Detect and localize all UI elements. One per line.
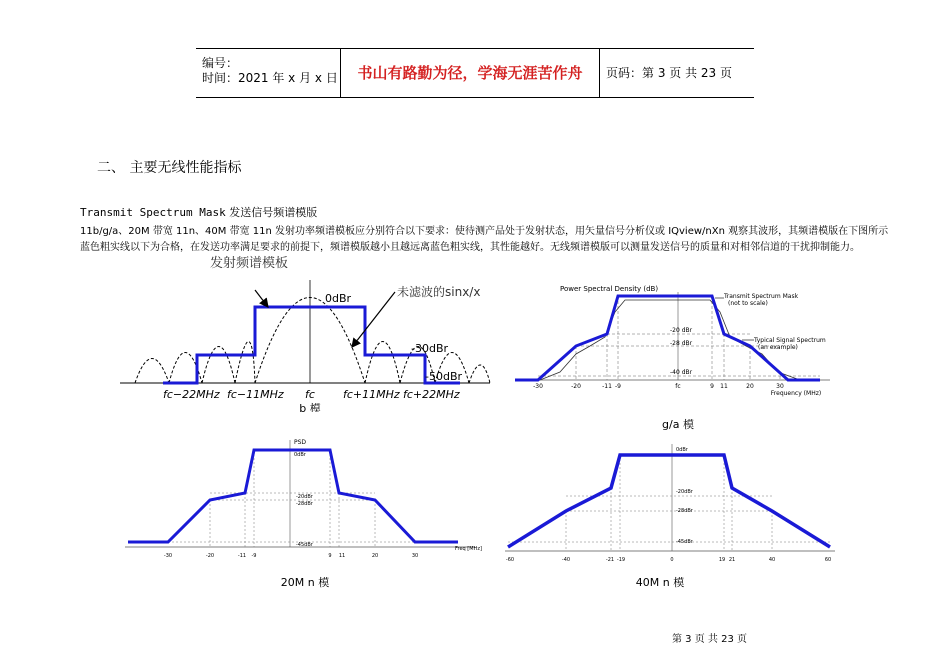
motto: 书山有路勤为径，学海无涯苦作舟 [341,49,600,97]
figure-20m-n-mode [120,436,490,590]
page-info: 页码：第 3 页 共 23 页 [606,66,732,80]
tick-m19: -19 [616,557,626,563]
tick-fc+22: fc+22MHz [403,388,460,401]
level-28: -28dBr [676,508,693,514]
legend-signal-1: Typical Signal Spectrum [754,337,826,344]
tick-p30: 30 [411,553,419,559]
tick-p11: 11 [338,553,346,559]
tick-m20: -20 [205,553,215,559]
sinx-label: 未滤波的sinx/x [397,285,481,299]
subtitle [80,204,317,220]
level-0dbr: 0dBr [325,292,352,305]
tick-p30: 30 [776,383,784,390]
tick-fc: fc [675,383,681,390]
header-left-cell [196,49,341,97]
tick-p11: 11 [720,383,728,390]
level-45: -45dBr [676,539,693,545]
level-50dbr: -50dBr [425,370,463,383]
time-label: 时间：2021 年 x 月 x 日 [202,71,338,85]
level-20: -20 dBr [670,327,693,334]
x-title: Freq [MHz] [455,546,482,552]
tick-p21: 21 [728,557,736,563]
level-28: -28dBr [296,501,313,507]
tick-p60: 60 [824,557,832,563]
subtitle-zh: 发送信号频谱模版 [225,206,318,219]
tick-p20: 20 [371,553,379,559]
level-30dbr: -30dBr [411,342,449,355]
tick-p40: 40 [768,557,776,563]
tick-m9: -9 [251,553,257,559]
subtitle-en: Transmit Spectrum Mask [80,206,226,219]
figure-40m-caption: 40M n 模 [635,576,685,589]
mask-line [508,455,830,547]
tick-m11: -11 [237,553,247,559]
page-header [196,48,754,98]
number-label: 编号： [202,56,239,70]
tick-m21: -21 [605,557,615,563]
legend-mask-2: (not to scale) [728,300,768,307]
tick-p19: 19 [718,557,726,563]
level-45: -45dBr [296,542,313,548]
figure-b-caption: b 模 [299,402,321,412]
mask-label: 发射频谱模板 [210,256,289,271]
figure-ga-mode [510,282,840,432]
legend-mask-1: Transmit Spectrum Mask [724,293,799,300]
paragraph-line-2: 蓝色粗实线以下为合格，在发送功率满足要求的前提下，频谱模版越小且越远离蓝色粗实线，其性能越好。无线频谱模版可以测量发送信号的质量和对相邻信道的干扰抑制能力。 [80,242,860,253]
level-28: -28 dBr [670,340,693,347]
figure-40m-n-mode [500,440,845,590]
tick-p9: 9 [328,553,332,559]
level-0: 0dBr [294,452,306,458]
mask-arrow [255,290,268,307]
tick-p9: 9 [710,383,714,390]
tick-p20: 20 [746,383,754,390]
level-20: -20dBr [296,494,313,500]
tick-fc-11: fc−11MHz [227,388,284,401]
tick-0: 0 [670,557,674,563]
level-0: 0dBr [676,447,688,453]
y-title: PSD [294,439,307,446]
figure-ga-caption: g/a 模 [662,418,694,431]
tick-fc-22: fc−22MHz [163,388,220,401]
legend-signal-2: (an example) [758,344,798,351]
page-footer: 第 3 页 共 23 页 [672,634,747,645]
y-title: Power Spectral Density (dB) [560,285,659,293]
tick-m40: -40 [561,557,571,563]
tick-m11: -11 [602,383,612,390]
tick-fc+11: fc+11MHz [343,388,400,401]
tick-m60: -60 [505,557,515,563]
section-title: 二、 主要无线性能指标 [97,160,242,176]
level-40: -40 dBr [670,369,693,376]
figure-b-mode [115,252,495,412]
x-title: Frequency (MHz) [770,390,822,397]
sinx-arrow [352,292,395,347]
tick-m20: -20 [571,383,581,390]
tick-fc: fc [305,388,315,401]
tick-m30: -30 [533,383,543,390]
tick-m30: -30 [163,553,173,559]
figure-20m-caption: 20M n 模 [280,576,330,589]
tick-m9: -9 [615,383,621,390]
level-20: -20dBr [676,489,693,495]
paragraph-line-1: 11b/g/a、20M 带宽 11n、40M 带宽 11n 发射功率频谱模板应分别符合以下要求：使待测产品处于发射状态，用矢量信号分析仪或 IQview/nXn 观察其波形，其频谱模版在下图所示 [80,226,889,237]
mask-line [128,450,458,542]
